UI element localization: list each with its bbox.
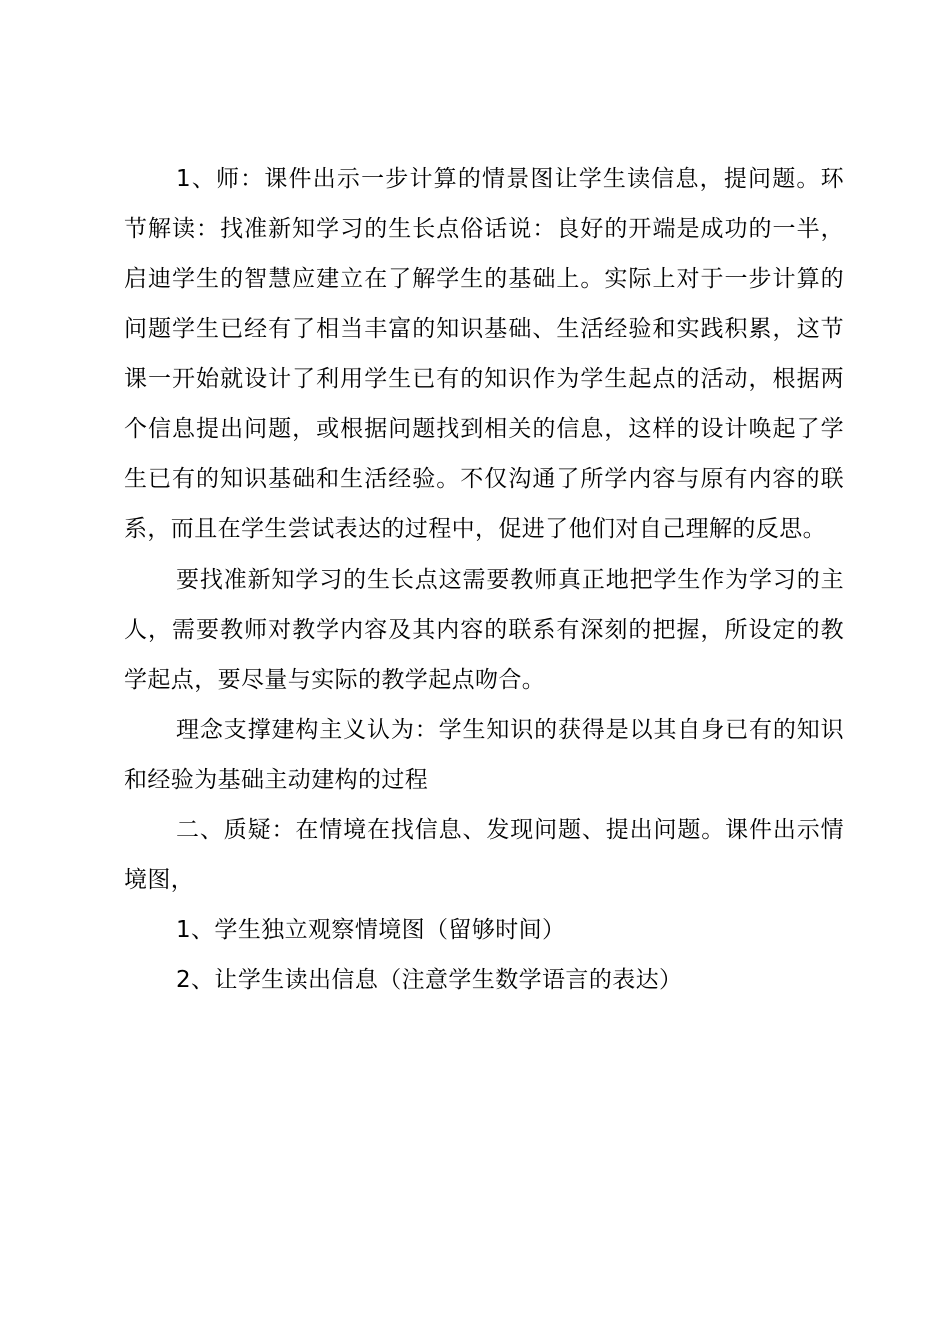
paragraph-questioning: 二、质疑：在情境在找信息、发现问题、提出问题。课件出示情境图，	[124, 817, 844, 893]
paragraph-growth-point: 要找准新知学习的生长点这需要教师真正地把学生作为学习的主人，需要教师对教学内容及其内容的联系有深刻的把握，所设定的教学起点，要尽量与实际的教学起点吻合。	[124, 567, 844, 693]
paragraph-constructivism: 理念支撑建构主义认为：学生知识的获得是以其自身已有的知识和经验为基础主动建构的过程	[124, 717, 844, 793]
paragraph-teacher-courseware: 1、师：课件出示一步计算的情景图让学生读信息，提问题。环节解读：找准新知学习的生长点俗话说：良好的开端是成功的一半，启迪学生的智慧应建立在了解学生的基础上。实际上对于一步计算的问题学生已经有了相当丰富的知识基础、生活经验和实践积累，这节课一开始就设计了利用学生已有的知识作为学生起点的活动，根据两个信息提出问题，或根据问题找到相关的信息，这样的设计唤起了学生已有的知识基础和生活经验。不仅沟通了所学内容与原有内容的联系，而且在学生尝试表达的过程中，促进了他们对自己理解的反思。	[124, 166, 844, 542]
paragraph-step-read-info: 2、让学生读出信息（注意学生数学语言的表达）	[176, 967, 683, 993]
paragraph-step-observe: 1、学生独立观察情境图（留够时间）	[176, 917, 566, 943]
